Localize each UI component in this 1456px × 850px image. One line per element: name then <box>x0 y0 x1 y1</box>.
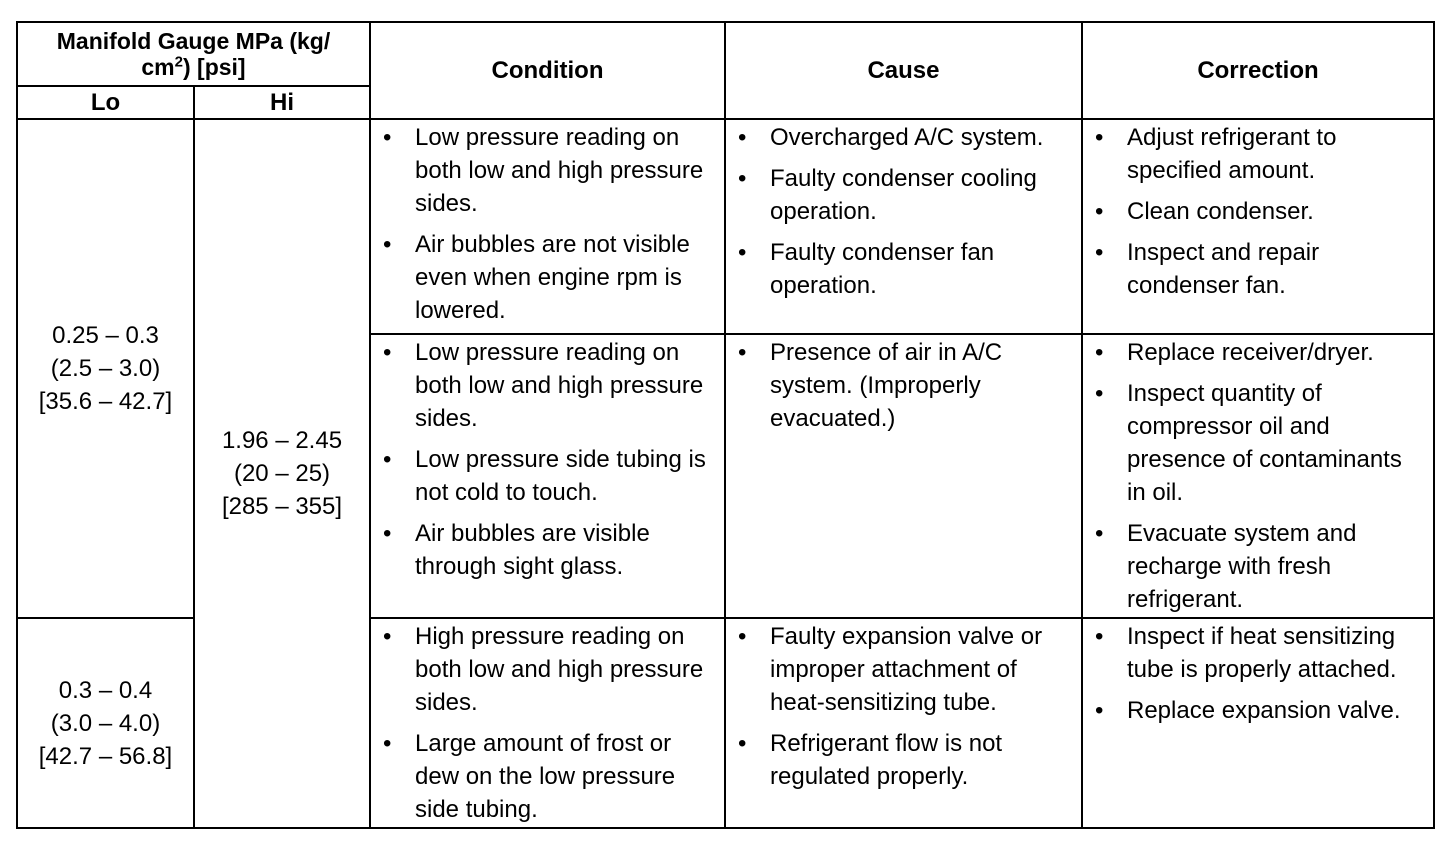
list-item: • Replace receiver/dryer. <box>1093 336 1425 369</box>
cause-cell <box>725 334 1082 618</box>
list-item: • Air bubbles are not visible even when engine rpm is lowered. <box>381 228 716 327</box>
list-item: • Faulty expansion valve or improper attachment of heat-sensitizing tube. <box>736 620 1073 719</box>
list-item: • Faulty condenser cooling operation. <box>736 162 1073 228</box>
list-item: • Evacuate system and recharge with fresh refrigerant. <box>1093 517 1425 616</box>
correction-cell <box>1082 334 1434 618</box>
table-row <box>17 119 1434 334</box>
cause-cell <box>725 618 1082 828</box>
header-manifold-gauge: Manifold Gauge MPa (kg/ $cm^2$) [psi] <box>17 22 370 86</box>
list-item: • Replace expansion valve. <box>1093 694 1425 727</box>
hi-value-cell: 1.96 – 2.45 (20 – 25) [285 – 355] <box>194 119 370 828</box>
ac-diagnosis-table <box>16 21 1435 829</box>
list-item: • Large amount of frost or dew on the low pressure side tubing. <box>381 727 716 826</box>
list-item: • Refrigerant flow is not regulated properly. <box>736 727 1073 793</box>
condition-cell <box>370 119 725 334</box>
list-item: • Low pressure reading on both low and high pressure sides. <box>381 336 716 435</box>
list-item: • Presence of air in A/C system. (Improperly evacuated.) <box>736 336 1073 435</box>
header-lo: Lo <box>17 86 194 119</box>
cause-cell <box>725 119 1082 334</box>
list-item: • Faulty condenser fan operation. <box>736 236 1073 302</box>
list-item: • High pressure reading on both low and high pressure sides. <box>381 620 716 719</box>
list-item: • Inspect and repair condenser fan. <box>1093 236 1425 302</box>
list-item: • Overcharged A/C system. <box>736 121 1073 154</box>
lo-value-cell: 0.25 – 0.3 (2.5 – 3.0) [35.6 – 42.7] <box>17 119 194 618</box>
list-item: • Air bubbles are visible through sight glass. <box>381 517 716 583</box>
header-hi: Hi <box>194 86 370 119</box>
condition-cell <box>370 618 725 828</box>
list-item: • Inspect quantity of compressor oil and presence of contaminants in oil. <box>1093 377 1425 509</box>
correction-cell <box>1082 119 1434 334</box>
header-cause: Cause <box>725 22 1082 119</box>
list-item: • Clean condenser. <box>1093 195 1425 228</box>
list-item: • Low pressure reading on both low and high pressure sides. <box>381 121 716 220</box>
list-item: • Adjust refrigerant to specified amount. <box>1093 121 1425 187</box>
header-correction: Correction <box>1082 22 1434 119</box>
list-item: • Inspect if heat sensitizing tube is properly attached. <box>1093 620 1425 686</box>
correction-cell <box>1082 618 1434 828</box>
list-item: • Low pressure side tubing is not cold to touch. <box>381 443 716 509</box>
condition-cell <box>370 334 725 618</box>
lo-value-cell: 0.3 – 0.4 (3.0 – 4.0) [42.7 – 56.8] <box>17 618 194 828</box>
header-condition: Condition <box>370 22 725 119</box>
